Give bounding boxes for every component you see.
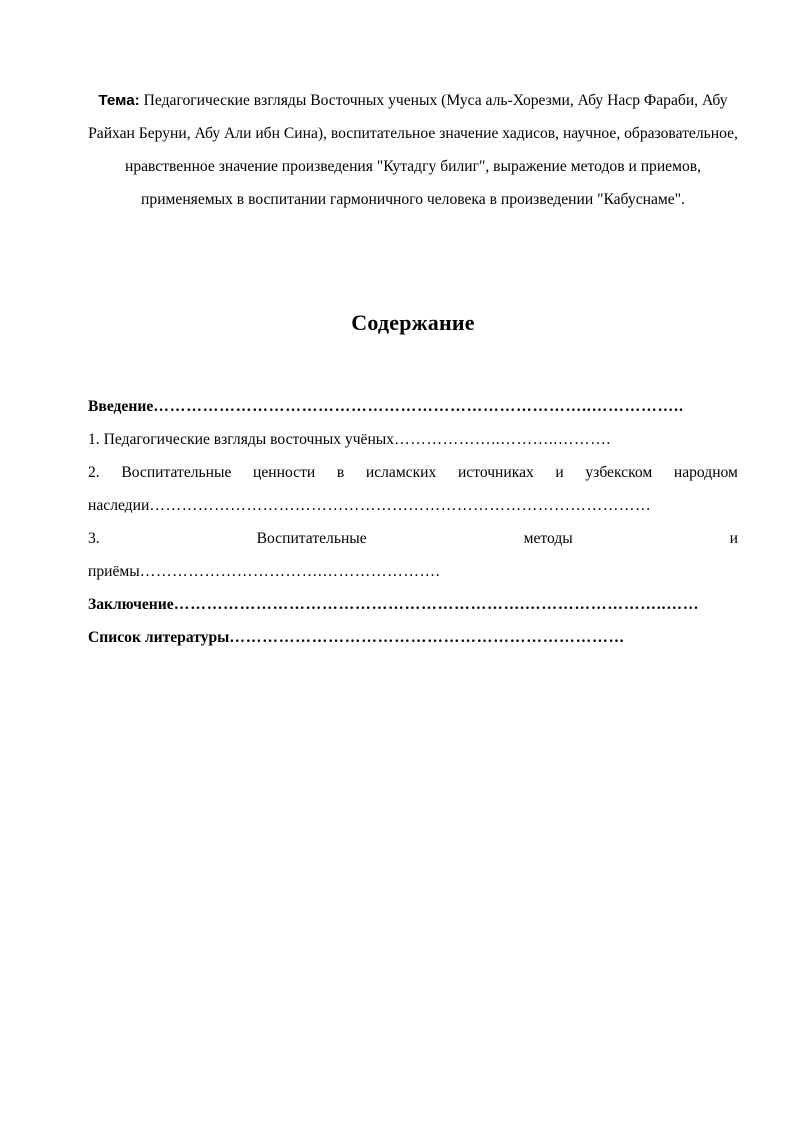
toc-entry-2-word-7: узбекском bbox=[585, 464, 653, 481]
toc-entry-2-word-2: ценности bbox=[253, 464, 316, 481]
toc-entry-3-word-2: методы bbox=[523, 530, 573, 547]
subject-title-text: Педагогические взгляды Восточных ученых (Муса аль-Хорезми, Абу Наср Фараби, Абу Райхан Беруни, Абу Али ибн Сина), воспитательное значение хадисов, научное, образовательное, нравственное значение произведения "Кутадгу билиг", выражение методов и приемов, применяемых в воспитании гармоничного человека в произведении "Кабуснаме". bbox=[88, 92, 738, 208]
toc-entry-introduction-label: Введение bbox=[88, 398, 154, 415]
toc-leader-1: ………………..………..………. bbox=[394, 431, 611, 448]
table-of-contents bbox=[88, 390, 738, 654]
toc-entry-2-word-8: народном bbox=[673, 464, 738, 481]
toc-entry-3-line2[interactable] bbox=[88, 555, 738, 588]
toc-leader-conclusion: ……………………………………………………….……………………..…… bbox=[173, 596, 700, 613]
toc-entry-3-continuation-label: приёмы bbox=[88, 563, 140, 580]
toc-leader-2: ………………………………………………………………………………… bbox=[149, 497, 652, 514]
toc-entry-2-word-5: источниках bbox=[457, 464, 534, 481]
toc-leader-references: ……………………………………………………………… bbox=[229, 629, 626, 646]
page-title: Содержание bbox=[351, 310, 475, 335]
toc-entry-2-line2[interactable] bbox=[88, 489, 738, 522]
toc-entry-2-line1[interactable] bbox=[88, 456, 738, 489]
toc-entry-2-word-1: Воспитательные bbox=[121, 464, 232, 481]
toc-entry-2-word-6: и bbox=[555, 464, 564, 481]
toc-entry-references[interactable] bbox=[88, 621, 738, 654]
toc-leader-introduction: ……………………………………………………………………..…………….. bbox=[153, 398, 684, 415]
toc-entry-conclusion-label: Заключение bbox=[88, 596, 174, 613]
toc-entry-references-label: Список литературы bbox=[88, 629, 230, 646]
toc-entry-3-word-3: и bbox=[729, 530, 738, 547]
toc-entry-1-label: 1. Педагогические взгляды восточных учёных bbox=[88, 431, 395, 448]
toc-entry-3-word-1: Воспитательные bbox=[256, 530, 367, 547]
subject-label: Тема: bbox=[98, 92, 140, 109]
toc-entry-3-word-0: 3. bbox=[88, 530, 100, 547]
toc-leader-3: …………………………….…………………. bbox=[139, 563, 441, 580]
toc-entry-2-word-0: 2. bbox=[88, 464, 100, 481]
toc-entry-3-line1[interactable] bbox=[88, 522, 738, 555]
toc-entry-introduction[interactable] bbox=[88, 390, 738, 423]
toc-entry-2-word-3: в bbox=[336, 464, 345, 481]
document-title-block bbox=[88, 84, 738, 216]
toc-entry-2-continuation-label: наследии bbox=[88, 497, 150, 514]
toc-entry-conclusion[interactable] bbox=[88, 588, 738, 621]
toc-entry-1[interactable] bbox=[88, 423, 738, 456]
toc-entry-2-word-4: исламских bbox=[365, 464, 437, 481]
